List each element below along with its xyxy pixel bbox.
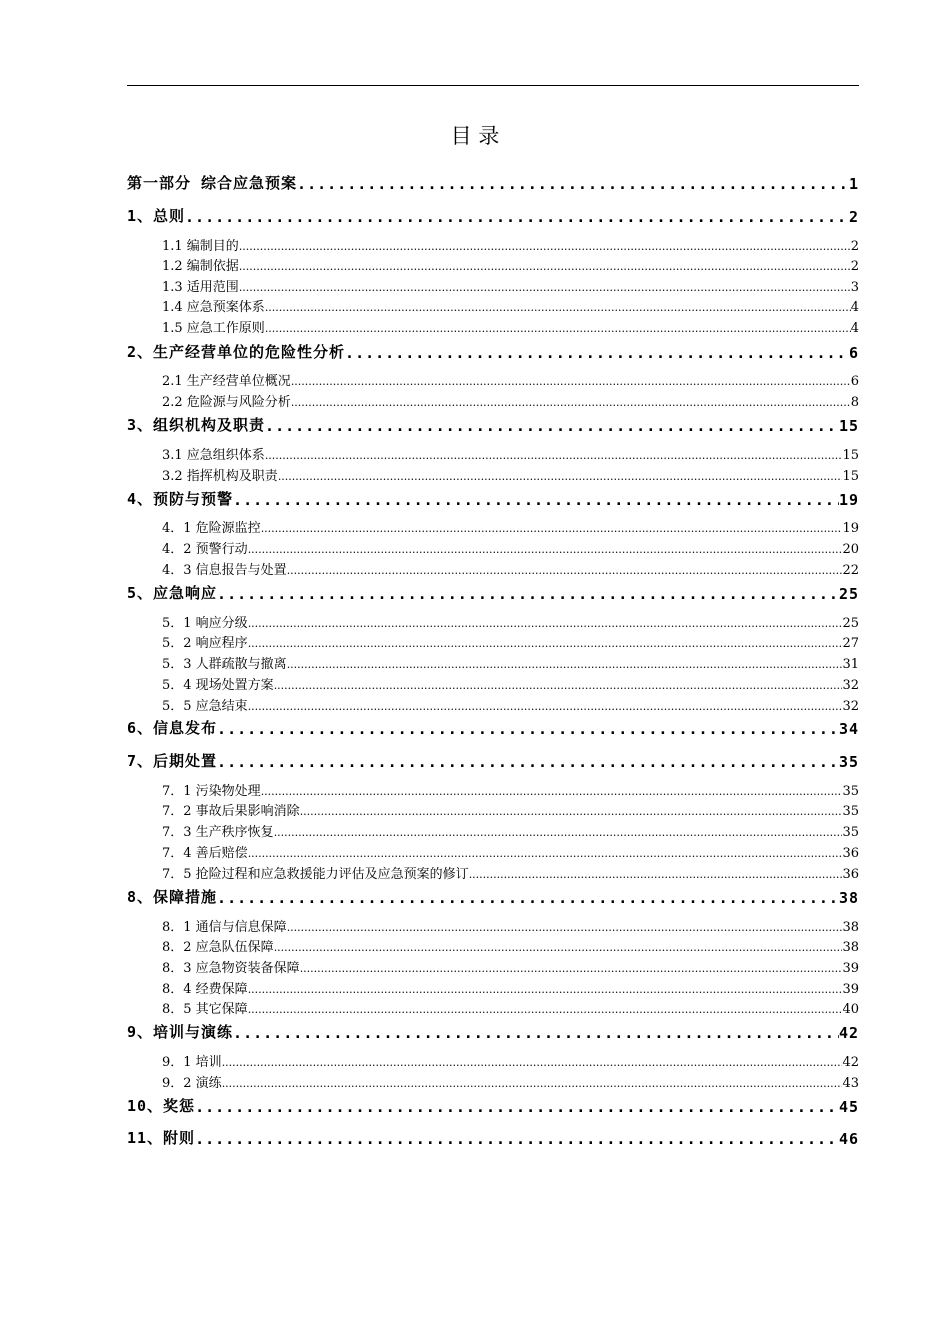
toc-leader-dots xyxy=(265,300,851,315)
toc-entry-label: 8．5 其它保障 xyxy=(162,1002,248,1017)
toc-page-number: 46 xyxy=(838,1130,859,1148)
toc-page-number: 25 xyxy=(842,616,859,631)
toc-section-entry[interactable] xyxy=(127,277,859,295)
toc-section-entry[interactable] xyxy=(127,654,859,672)
toc-leader-dots xyxy=(469,867,843,882)
toc-page-number: 35 xyxy=(838,753,859,771)
toc-page-number: 15 xyxy=(838,417,859,435)
toc-page-number: 4 xyxy=(850,321,859,336)
toc-chapter-entry[interactable] xyxy=(127,581,859,603)
toc-chapter-entry[interactable] xyxy=(127,413,859,435)
toc-entry-label: 3、组织机构及职责 xyxy=(127,416,266,434)
toc-page-number: 25 xyxy=(838,585,859,603)
toc-leader-dots xyxy=(248,636,843,651)
toc-entry-label: 2、生产经营单位的危险性分析 xyxy=(127,343,346,361)
toc-entry-label: 7．3 生产秩序恢复 xyxy=(162,825,274,840)
toc-chapter-entry[interactable] xyxy=(127,204,859,226)
toc-leader-dots xyxy=(265,321,851,336)
toc-leader-dots xyxy=(217,889,839,907)
toc-section-entry[interactable] xyxy=(127,518,859,536)
toc-leader-dots xyxy=(195,1098,839,1116)
toc-section-entry[interactable] xyxy=(127,999,859,1017)
toc-leader-dots xyxy=(239,239,851,254)
toc-entry-label: 8．1 通信与信息保障 xyxy=(162,920,287,935)
toc-leader-dots xyxy=(297,175,849,193)
toc-entry-label: 2.1 生产经营单位概况 xyxy=(162,374,291,389)
toc-leader-dots xyxy=(287,563,843,578)
toc-chapter-entry[interactable] xyxy=(127,749,859,771)
toc-page-number: 38 xyxy=(842,940,859,955)
toc-entry-label: 7．1 污染物处理 xyxy=(162,784,261,799)
toc-section-entry[interactable] xyxy=(127,864,859,882)
toc-leader-dots xyxy=(274,940,843,955)
toc-page-number: 34 xyxy=(838,720,859,738)
toc-entry-label: 1.4 应急预案体系 xyxy=(162,300,265,315)
toc-entry-label: 4．3 信息报告与处置 xyxy=(162,563,287,578)
toc-leader-dots xyxy=(261,784,843,799)
toc-leader-dots xyxy=(278,469,843,484)
toc-page-number: 38 xyxy=(838,889,859,907)
toc-chapter-entry[interactable] xyxy=(127,1020,859,1042)
toc-page-number: 19 xyxy=(842,521,859,536)
toc-page-number: 36 xyxy=(842,867,859,882)
toc-section-entry[interactable] xyxy=(127,696,859,714)
toc-section-entry[interactable] xyxy=(127,392,859,410)
toc-entry-label: 5、应急响应 xyxy=(127,584,218,602)
toc-page-number: 45 xyxy=(838,1098,859,1116)
toc-entry-label: 7．4 善后赔偿 xyxy=(162,846,248,861)
toc-entry-label: 2.2 危险源与风险分析 xyxy=(162,395,291,410)
toc-page-number: 32 xyxy=(842,699,859,714)
toc-page-number: 15 xyxy=(842,469,859,484)
toc-section-entry[interactable] xyxy=(127,236,859,254)
toc-section-entry[interactable] xyxy=(127,539,859,557)
toc-section-entry[interactable] xyxy=(127,633,859,651)
toc-entry-label: 11、附则 xyxy=(127,1129,196,1147)
toc-leader-dots xyxy=(345,344,849,362)
toc-entry-label: 5．1 响应分级 xyxy=(162,616,248,631)
toc-leader-dots xyxy=(274,825,843,840)
toc-page-number: 35 xyxy=(842,804,859,819)
toc-section-entry[interactable] xyxy=(127,781,859,799)
toc-section-entry[interactable] xyxy=(127,822,859,840)
toc-section-entry[interactable] xyxy=(127,801,859,819)
toc-entry-label: 4．2 预警行动 xyxy=(162,542,248,557)
toc-leader-dots xyxy=(248,846,843,861)
toc-page-number: 42 xyxy=(838,1024,859,1042)
toc-leader-dots xyxy=(217,585,839,603)
toc-leader-dots xyxy=(248,982,843,997)
toc-section-entry[interactable] xyxy=(127,613,859,631)
toc-leader-dots xyxy=(248,699,843,714)
toc-entry-label: 第一部分 综合应急预案 xyxy=(127,174,298,192)
toc-page-number: 2 xyxy=(850,239,859,254)
toc-leader-dots xyxy=(233,491,839,509)
toc-leader-dots xyxy=(287,657,843,672)
toc-page-number: 20 xyxy=(842,542,859,557)
toc-entry-label: 8．4 经费保障 xyxy=(162,982,248,997)
toc-section-entry[interactable] xyxy=(127,1052,859,1070)
toc-page-number: 39 xyxy=(842,982,859,997)
toc-leader-dots xyxy=(217,720,839,738)
toc-page-number: 6 xyxy=(848,344,859,362)
toc-page-number: 2 xyxy=(850,259,859,274)
toc-page-number: 1 xyxy=(848,175,859,193)
toc-section-entry[interactable] xyxy=(127,560,859,578)
toc-section-entry[interactable] xyxy=(127,958,859,976)
toc-entry-label: 5．3 人群疏散与撤离 xyxy=(162,657,287,672)
toc-entry-label: 9、培训与演练 xyxy=(127,1023,234,1041)
toc-chapter-entry[interactable] xyxy=(127,340,859,362)
toc-leader-dots xyxy=(287,920,843,935)
toc-entry-label: 7、后期处置 xyxy=(127,752,218,770)
toc-page-number: 32 xyxy=(842,678,859,693)
toc-page-number: 35 xyxy=(842,784,859,799)
toc-section-entry[interactable] xyxy=(127,917,859,935)
toc-leader-dots xyxy=(239,280,851,295)
toc-entry-label: 5．5 应急结束 xyxy=(162,699,248,714)
toc-page-number: 35 xyxy=(842,825,859,840)
toc-page-number: 31 xyxy=(842,657,859,672)
toc-leader-dots xyxy=(261,521,843,536)
toc-section-entry[interactable] xyxy=(127,371,859,389)
toc-page-number: 3 xyxy=(850,280,859,295)
toc-chapter-entry[interactable] xyxy=(127,487,859,509)
toc-section-entry[interactable] xyxy=(127,979,859,997)
header-rule xyxy=(127,85,859,86)
toc-section-entry[interactable] xyxy=(127,675,859,693)
toc-chapter-entry[interactable] xyxy=(127,716,859,738)
toc-entry-label: 1.1 编制目的 xyxy=(162,239,239,254)
toc-entry-label: 7．5 抢险过程和应急救援能力评估及应急预案的修订 xyxy=(162,867,469,882)
toc-entry-label: 3.1 应急组织体系 xyxy=(162,448,265,463)
toc-leader-dots xyxy=(222,1076,843,1091)
toc-section-entry[interactable] xyxy=(127,466,859,484)
toc-leader-dots xyxy=(185,208,849,226)
toc-chapter-entry[interactable] xyxy=(127,1094,859,1116)
toc-page-number: 22 xyxy=(842,563,859,578)
toc-leader-dots xyxy=(300,961,843,976)
toc-entry-label: 1.3 适用范围 xyxy=(162,280,239,295)
toc-entry-label: 8．2 应急队伍保障 xyxy=(162,940,274,955)
toc-leader-dots xyxy=(248,616,843,631)
toc-entry-label: 1.5 应急工作原则 xyxy=(162,321,265,336)
toc-entry-label: 7．2 事故后果影响消除 xyxy=(162,804,300,819)
toc-section-entry[interactable] xyxy=(127,445,859,463)
toc-leader-dots xyxy=(274,678,843,693)
toc-entry-label: 1、总则 xyxy=(127,207,186,225)
toc-page-number: 2 xyxy=(848,208,859,226)
toc-entry-label: 8．3 应急物资装备保障 xyxy=(162,961,300,976)
toc-section-entry[interactable] xyxy=(127,1073,859,1091)
toc-page-number: 36 xyxy=(842,846,859,861)
toc-page-number: 39 xyxy=(842,961,859,976)
toc-entry-label: 8、保障措施 xyxy=(127,888,218,906)
toc-entry-label: 5．2 响应程序 xyxy=(162,636,248,651)
toc-section-entry[interactable] xyxy=(127,297,859,315)
toc-section-entry[interactable] xyxy=(127,256,859,274)
toc-page-number: 8 xyxy=(850,395,859,410)
toc-leader-dots xyxy=(248,542,843,557)
toc-page-number: 19 xyxy=(838,491,859,509)
toc-chapter-entry[interactable] xyxy=(127,171,859,193)
toc-entry-label: 4．1 危险源监控 xyxy=(162,521,261,536)
toc-page-number: 43 xyxy=(842,1076,859,1091)
toc-leader-dots xyxy=(222,1055,843,1070)
toc-section-entry[interactable] xyxy=(127,937,859,955)
toc-page-number: 38 xyxy=(842,920,859,935)
toc-page-number: 4 xyxy=(850,300,859,315)
toc-chapter-entry[interactable] xyxy=(127,1126,859,1148)
toc-leader-dots xyxy=(291,374,851,389)
toc-chapter-entry[interactable] xyxy=(127,885,859,907)
toc-entry-label: 1.2 编制依据 xyxy=(162,259,239,274)
toc-entry-label: 4、预防与预警 xyxy=(127,490,234,508)
toc-page-number: 40 xyxy=(842,1002,859,1017)
toc-section-entry[interactable] xyxy=(127,318,859,336)
toc-leader-dots xyxy=(265,448,843,463)
toc-entry-label: 9．1 培训 xyxy=(162,1055,222,1070)
toc-leader-dots xyxy=(300,804,843,819)
toc-leader-dots xyxy=(291,395,851,410)
toc-leader-dots xyxy=(248,1002,843,1017)
toc-entry-label: 10、奖惩 xyxy=(127,1097,196,1115)
toc-leader-dots xyxy=(217,753,839,771)
toc-leader-dots xyxy=(195,1130,839,1148)
toc-section-entry[interactable] xyxy=(127,843,859,861)
toc-leader-dots xyxy=(265,417,839,435)
toc-entry-label: 6、信息发布 xyxy=(127,719,218,737)
toc-page-number: 6 xyxy=(850,374,859,389)
toc-entry-label: 9．2 演练 xyxy=(162,1076,222,1091)
toc-entry-label: 5．4 现场处置方案 xyxy=(162,678,274,693)
toc-leader-dots xyxy=(239,259,851,274)
toc-page-number: 15 xyxy=(842,448,859,463)
toc-title: 目 录 xyxy=(450,124,500,148)
toc-page-number: 42 xyxy=(842,1055,859,1070)
toc-page-number: 27 xyxy=(842,636,859,651)
toc-leader-dots xyxy=(233,1024,839,1042)
toc-entry-label: 3.2 指挥机构及职责 xyxy=(162,469,278,484)
